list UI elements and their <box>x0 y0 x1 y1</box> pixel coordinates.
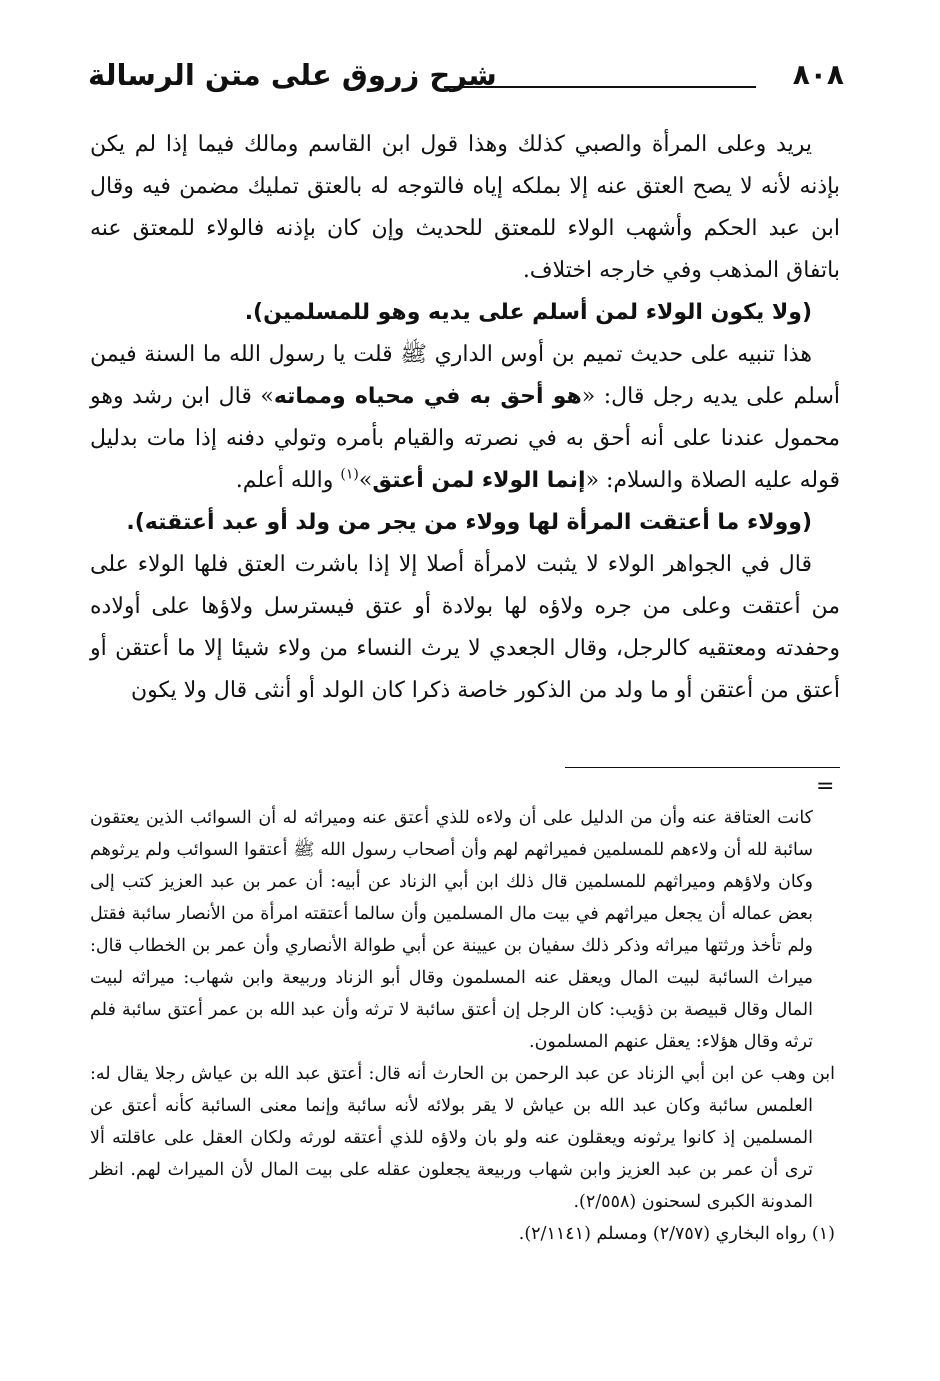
footnote-continued: كانت العتاقة عنه وأن من الدليل على أن ولاءه للذي أعتق عنه وميراثه له أن السوائب الذين يعتقون سائبة لله أن ولاءهم للمسلمين فميراثهم لهم وأن أصحاب رسول الله ﷺ أعتقوا السوائب ولم يرثوهم وكان ولاؤهم وميراثهم للمسلمين قال ذلك ابن أبي الزناد عن أبيه: أن عمر بن عبد العزيز كتب إلى بعض عماله أن يجعل ميراثهم في بيت مال المسلمين وأن سالما أعتقته امرأة من الأنصار سائبة فقتل ولم تأخذ ورثتها ميراثه وذكر ذلك سفيان بن عيينة عن أبي طوالة الأنصاري وأن عمر بن الخطاب قال: ميراث السائبة لبيت المال ويعقل عنه المسلمون وقال أبو الزناد وربيعة وابن شهاب: ميراثه لبيت المال وقال قبيصة بن ذؤيب: كان الرجل إن أعتق سائبة لا ترثه وأن عبد الله بن عمر أعتق سائبة فلم ترثه وقال هؤلاء: يعقل عنهم المسلمون. <box>90 808 813 1052</box>
paragraph: قال في الجواهر الولاء لا يثبت لامرأة أصلا إلا إذا باشرت العتق فلها الولاء على من أعتقت وعلى من جره ولاؤه لها بولادة أو عتق فيسترسل ولاؤها على أولاده وحفدته ومعتقيه كالرجل، وقال الجعدي لا يرث النساء من ولاء شيئا إلا ما أعتقن أو أعتق من أعتقن أو ما ولد من الذكور خاصة ذكرا كان الولد أو أنثى قال ولا يكون <box>90 552 840 703</box>
hadith-quote: هو أحق به في محياه ومماته <box>273 384 582 409</box>
section-heading: (وولاء ما أعتقت المرأة لها وولاء من يجر من ولد أو عبد أعتقته). <box>126 510 812 535</box>
footnote-reference: (١) <box>340 466 359 483</box>
hadith-quote: إنما الولاء لمن أعتق <box>372 468 586 493</box>
text-run: » <box>358 468 373 493</box>
page-number: ٨٠٨ <box>792 58 844 91</box>
page-header <box>88 52 844 104</box>
footnote-1: (١) رواه البخاري (٢/٧٥٧) ومسلم (٢/١١٤١). <box>518 1224 835 1244</box>
book-title: شرح زروق على متن الرسالة <box>88 58 497 92</box>
footnote-continuation-marker: = <box>816 774 835 799</box>
main-text <box>90 124 840 712</box>
footnote-separator <box>565 767 840 768</box>
section-heading: (ولا يكون الولاء لمن أسلم على يديه وهو للمسلمين). <box>244 300 812 325</box>
footnotes <box>90 802 835 1250</box>
text-run: والله أعلم. <box>235 468 341 493</box>
text-run: » قال ابن رشد وهو محمول عندنا على أنه أحق به في نصرته والقيام بأمره وتولي دفنه إذا مات بدليل قوله عليه الصلاة والسلام: « <box>90 384 840 493</box>
paragraph: يريد وعلى المرأة والصبي كذلك وهذا قول ابن القاسم ومالك فيما إذا لم يكن بإذنه لأنه لا يصح العتق عنه إلا بملكه إياه فالتوجه له بالعتق تمليك مضمن فيه وقال ابن عبد الحكم وأشهب الولاء للمعتق للحديث وإن كان بإذنه فالولاء للمعتق عنه باتفاق المذهب وفي خارجه اختلاف. <box>90 132 840 283</box>
text-run: هذا تنبيه على حديث تميم بن أوس الداري ﷺ قلت يا رسول الله ما السنة فيمن أسلم على يديه رجل قال: « <box>90 342 840 409</box>
paragraph <box>90 334 840 502</box>
footnote-paragraph: ابن وهب عن ابن أبي الزناد عن عبد الرحمن بن الحارث أنه قال: أعتق عبد الله بن عياش رجلا يقال له: العلمس سائبة وكان عبد الله بن عياش لا يقر بولائه لأنه سائبة وإنما معنى السائبة كأنه أعتق عن المسلمين إذ كانوا يرثونه ويعقلون عنه ولو بان ولاؤه للذي أعتقه لورثه ولكان العقل على عاقلته ألا ترى أن عمر بن عبد العزيز وابن شهاب وربيعة يجعلون عقله على بيت المال لأن الميراث لهم. انظر المدونة الكبرى لسحنون (٢/٥٥٨). <box>90 1064 835 1212</box>
